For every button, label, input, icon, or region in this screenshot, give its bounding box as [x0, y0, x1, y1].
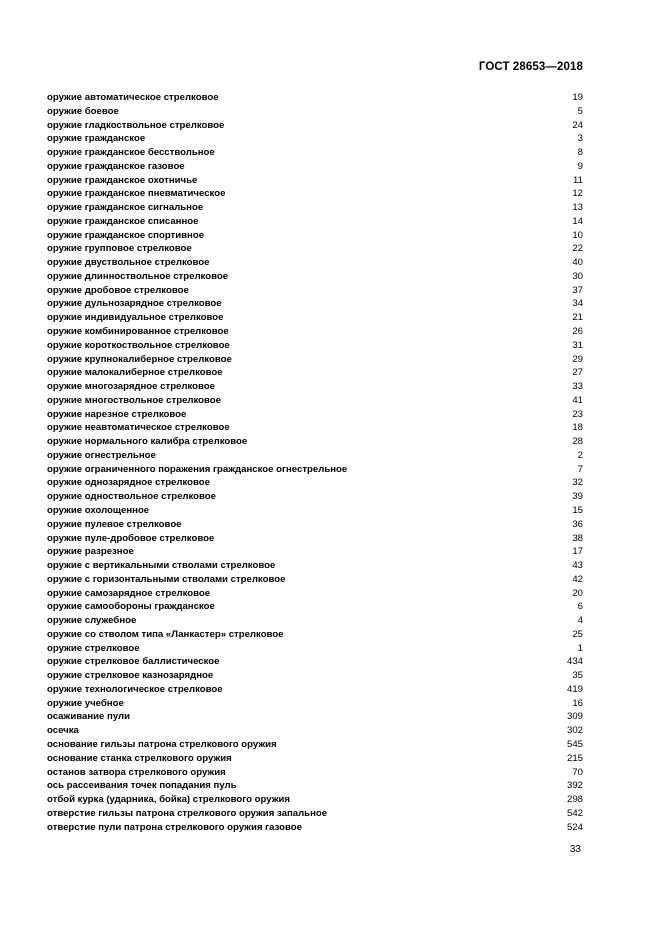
- index-entry: [47, 311, 583, 325]
- index-page-ref: 40: [572, 257, 583, 269]
- index-entry: [47, 201, 583, 215]
- index-page-ref: 392: [566, 780, 583, 792]
- index-page-ref: 7: [577, 463, 583, 475]
- index-page-ref: 39: [572, 491, 583, 503]
- index-entry: [47, 339, 583, 353]
- index-page-ref: 3: [577, 133, 583, 145]
- index-term: оружие стрелковое казнозарядное: [47, 670, 214, 682]
- index-entry: [47, 174, 583, 188]
- index-page-ref: 28: [572, 436, 583, 448]
- index-page-ref: 27: [572, 367, 583, 379]
- index-term: оружие со стволом типа «Ланкастер» стрелковое: [47, 628, 284, 640]
- index-entry: [47, 132, 583, 146]
- index-term: осечка: [47, 725, 79, 737]
- index-term: оружие многоствольное стрелковое: [47, 394, 222, 406]
- index-entry: [47, 545, 583, 559]
- index-page-ref: 4: [577, 615, 583, 627]
- index-entry: [47, 366, 583, 380]
- index-entry: [47, 105, 583, 119]
- index-term: оружие пуле-дробовое стрелковое: [47, 532, 215, 544]
- index-entry: [47, 655, 583, 669]
- index-entry: [47, 463, 583, 477]
- document-id: ГОСТ 28653—2018: [478, 61, 583, 73]
- index-page-ref: 36: [572, 518, 583, 530]
- index-term: оружие с вертикальными стволами стрелковое: [47, 560, 276, 572]
- index-page-ref: 43: [572, 560, 583, 572]
- page-number: 33: [569, 844, 581, 855]
- index-page-ref: 302: [566, 725, 583, 737]
- index-term: оружие гражданское бесствольное: [47, 147, 215, 159]
- index-term: оружие малокалиберное стрелковое: [47, 367, 223, 379]
- index-term: останов затвора стрелкового оружия: [47, 766, 226, 778]
- index-entry: [47, 284, 583, 298]
- index-page-ref: 434: [566, 656, 583, 668]
- index-entry: [47, 270, 583, 284]
- index-term: оружие самообороны гражданское: [47, 601, 215, 613]
- index-term: оружие гражданское сигнальное: [47, 202, 204, 214]
- index-entry: [47, 669, 583, 683]
- index-term: оружие огнестрельное: [47, 449, 156, 461]
- index-page-ref: 21: [572, 312, 583, 324]
- index-entry: [47, 256, 583, 270]
- index-term: оружие однозарядное стрелковое: [47, 477, 210, 489]
- index-entry: [47, 642, 583, 656]
- index-term: оружие гражданское газовое: [47, 160, 185, 172]
- index-page-ref: 17: [572, 546, 583, 558]
- index-term: оружие самозарядное стрелковое: [47, 587, 211, 599]
- index-page-ref: 20: [572, 587, 583, 599]
- index-term: оружие комбинированное стрелковое: [47, 326, 229, 338]
- index-entry: [47, 628, 583, 642]
- index-page-ref: 22: [572, 243, 583, 255]
- index-page-ref: 34: [572, 298, 583, 310]
- index-entry: [47, 614, 583, 628]
- index-entry: [47, 435, 583, 449]
- index-page-ref: 419: [566, 683, 583, 695]
- index-entry: [47, 518, 583, 532]
- index-term: оружие автоматическое стрелковое: [47, 92, 219, 103]
- index-page-ref: 9: [577, 160, 583, 172]
- index-page-ref: 1: [577, 642, 583, 654]
- index-entry: [47, 242, 583, 256]
- index-page-ref: 37: [572, 284, 583, 296]
- index-term: ось рассеивания точек попадания пуль: [47, 780, 237, 792]
- index-entry: [47, 119, 583, 133]
- index-term: оружие технологическое стрелковое: [47, 683, 223, 695]
- index-page-ref: 25: [572, 628, 583, 640]
- index-entry: [47, 297, 583, 311]
- index-entry: [47, 394, 583, 408]
- index-entry: [47, 724, 583, 738]
- index-page-ref: 19: [572, 92, 583, 103]
- index-term: оружие двуствольное стрелковое: [47, 257, 210, 269]
- index-page-ref: 29: [572, 353, 583, 365]
- index-page-ref: 33: [572, 381, 583, 393]
- index-page-ref: 10: [572, 229, 583, 241]
- index-entry: [47, 490, 583, 504]
- index-page-ref: 309: [566, 711, 583, 723]
- index-page-ref: 30: [572, 270, 583, 282]
- index-page-ref: 70: [572, 766, 583, 778]
- index-term: оружие гладкоствольное стрелковое: [47, 119, 225, 131]
- index-entry: [47, 683, 583, 697]
- index-page-ref: 14: [572, 215, 583, 227]
- index-page-ref: 16: [572, 697, 583, 709]
- index-page-ref: 542: [566, 807, 583, 819]
- index-term: оружие групповое стрелковое: [47, 243, 192, 255]
- index-term: оружие стрелковое баллистическое: [47, 656, 220, 668]
- index-page-ref: 38: [572, 532, 583, 544]
- index-term: оружие боевое: [47, 105, 119, 117]
- index-entry: [47, 187, 583, 201]
- index-term: оружие дульнозарядное стрелковое: [47, 298, 222, 310]
- index-entry: [47, 559, 583, 573]
- index-page-ref: 8: [577, 147, 583, 159]
- index-entry: [47, 380, 583, 394]
- index-entry: [47, 752, 583, 766]
- index-entry: [47, 793, 583, 807]
- index-entry: [47, 449, 583, 463]
- index-entry: [47, 821, 583, 835]
- index-page-ref: 13: [572, 202, 583, 214]
- index-entry: [47, 215, 583, 229]
- index-page-ref: 524: [566, 821, 583, 833]
- index-term: отбой курка (ударника, бойка) стрелкового оружия: [47, 794, 290, 806]
- index-entry: [47, 408, 583, 422]
- index-term: оружие индивидуальное стрелковое: [47, 312, 224, 324]
- index-entry: [47, 766, 583, 780]
- index-page-ref: 23: [572, 408, 583, 420]
- index-entry: [47, 160, 583, 174]
- index-term: оружие одноствольное стрелковое: [47, 491, 217, 503]
- index-page-ref: 5: [577, 105, 583, 117]
- index-term: оружие пулевое стрелковое: [47, 518, 182, 530]
- index-term: оружие служебное: [47, 615, 137, 627]
- index-page-ref: 32: [572, 477, 583, 489]
- index-entry: [47, 91, 583, 105]
- index-page-ref: 11: [573, 174, 583, 186]
- index-page-ref: 42: [572, 573, 583, 585]
- index-entry: [47, 807, 583, 821]
- index-entry: [47, 325, 583, 339]
- index-term: оружие многозарядное стрелковое: [47, 381, 215, 393]
- index-entry: [47, 476, 583, 490]
- index-term: оружие короткоствольное стрелковое: [47, 339, 230, 351]
- index-entry: [47, 587, 583, 601]
- index-term: оружие гражданское спортивное: [47, 229, 205, 241]
- index-term: оружие стрелковое: [47, 642, 140, 654]
- index-entry: [47, 353, 583, 367]
- index-term: оружие ограниченного поражения гражданское огнестрельное: [47, 463, 348, 475]
- index-term: оружие крупнокалиберное стрелковое: [47, 353, 232, 365]
- index-term: осаживание пули: [47, 711, 131, 723]
- index-term: оружие гражданское списанное: [47, 215, 199, 227]
- index-term: отверстие пули патрона стрелкового оружия газовое: [47, 821, 302, 833]
- index-entry: [47, 504, 583, 518]
- index-page-ref: 2: [577, 449, 583, 461]
- index-page-ref: 35: [572, 670, 583, 682]
- index-term: оружие гражданское пневматическое: [47, 188, 226, 200]
- index-term: отверстие гильзы патрона стрелкового оружия запальное: [47, 807, 328, 819]
- index-page-ref: 12: [572, 188, 583, 200]
- index-page-ref: 41: [572, 394, 583, 406]
- index-term: оружие с горизонтальными стволами стрелковое: [47, 573, 286, 585]
- index-term: оружие нарезное стрелковое: [47, 408, 187, 420]
- index-entry: [47, 421, 583, 435]
- index-entry: [47, 600, 583, 614]
- index-entry: [47, 532, 583, 546]
- index-term: основание станка стрелкового оружия: [47, 752, 232, 764]
- index-page-ref: 18: [572, 422, 583, 434]
- index-term: оружие учебное: [47, 697, 124, 709]
- index-term: оружие разрезное: [47, 546, 134, 558]
- index-term: оружие нормального калибра стрелковое: [47, 436, 248, 448]
- index-page-ref: 26: [572, 326, 583, 338]
- index-entry: [47, 738, 583, 752]
- index-term: оружие неавтоматическое стрелковое: [47, 422, 230, 434]
- index-page-ref: 215: [566, 752, 583, 764]
- index-term: оружие длинноствольное стрелковое: [47, 270, 229, 282]
- index-entry: [47, 710, 583, 724]
- index-term: оружие гражданское охотничье: [47, 174, 198, 186]
- index-page-ref: 24: [572, 119, 583, 131]
- index-entry: [47, 779, 583, 793]
- index-term: оружие гражданское: [47, 133, 146, 145]
- index-entry: [47, 229, 583, 243]
- index-entry: [47, 697, 583, 711]
- index-page-ref: 6: [577, 601, 583, 613]
- index-term: оружие охолощенное: [47, 504, 150, 516]
- index-page-ref: 31: [572, 339, 583, 351]
- index-entry: [47, 573, 583, 587]
- index-page-ref: 15: [572, 504, 583, 516]
- index-page-ref: 545: [566, 738, 583, 750]
- index-entry: [47, 146, 583, 160]
- term-index-list: [47, 91, 583, 834]
- index-term: оружие дробовое стрелковое: [47, 284, 189, 296]
- index-term: основание гильзы патрона стрелкового оружия: [47, 738, 277, 750]
- index-page-ref: 298: [566, 794, 583, 806]
